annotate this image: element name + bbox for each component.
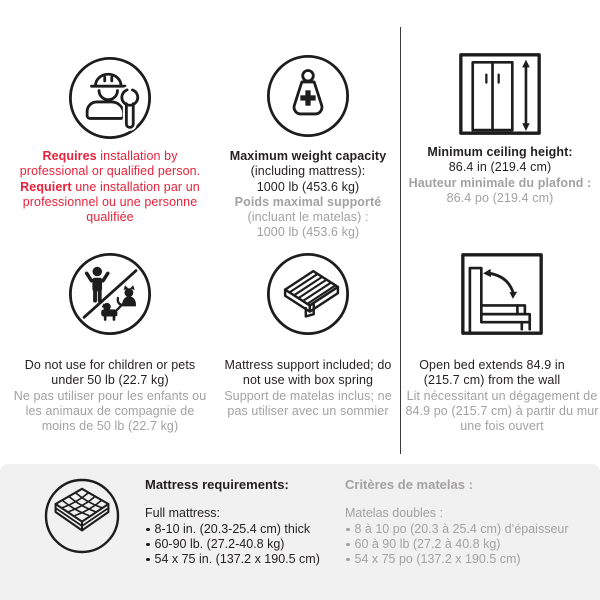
weight-caption-en-line3: 1000 lb (453.6 kg) <box>256 179 360 194</box>
support-caption-fr: Support de matelas inclus; ne pas utiliser avec un sommier <box>224 388 392 418</box>
mattress-support-cell <box>218 250 398 419</box>
mattress-req-fr-item <box>345 537 590 552</box>
no-children-pets-cell <box>5 250 215 434</box>
ceiling-height-cell <box>404 50 596 206</box>
mattress-req-en-item <box>145 522 340 537</box>
vertical-divider <box>400 27 401 454</box>
mattress-req-en-item-text: 54 x 75 in. (137.2 x 190.5 cm) <box>154 552 320 566</box>
weight-capacity-icon <box>264 52 352 145</box>
install-requirement-cell <box>5 54 215 225</box>
mattress-support-icon <box>264 250 352 343</box>
open-bed-extension-icon <box>458 250 546 343</box>
install-caption-fr: une installation par un professionnel ou une personne qualifiée <box>22 179 200 225</box>
support-caption <box>219 358 397 419</box>
weight-capacity-cell <box>218 52 398 241</box>
no-children-pets-icon <box>66 250 154 343</box>
mattress-req-en-item-text: 8-10 in. (20.3-25.4 cm) thick <box>154 522 311 536</box>
ceiling-caption <box>409 145 592 206</box>
mattress-req-en-item <box>145 537 340 552</box>
mattress-req-fr-item <box>345 552 590 567</box>
open-bed-cell <box>404 250 600 434</box>
weight-caption-fr-title: Poids maximal supporté <box>234 194 382 209</box>
children-caption <box>8 358 213 434</box>
weight-caption-en-line2: (including mattress): <box>250 164 366 179</box>
install-caption-fr-lead: Requiert <box>20 179 72 194</box>
openbed-caption-en: Open bed extends 84.9 in (215.7 cm) from the wall <box>419 358 565 388</box>
ceiling-height-icon <box>456 50 544 143</box>
openbed-caption-fr: Lit nécessitant un dégagement de 84.9 po (215.7 cm) à partir du mur une fois ouvert <box>405 388 599 434</box>
weight-caption-fr-line2: (incluant le matelas) : <box>247 210 369 225</box>
mattress-req-en <box>145 477 340 567</box>
install-caption-en-lead: Requires <box>42 149 97 163</box>
weight-caption-fr-line3: 1000 lb (453.6 kg) <box>256 225 360 240</box>
mattress-req-fr <box>345 477 590 567</box>
mattress-req-en-item-text: 60-90 lb. (27.2-40.8 kg) <box>154 537 285 551</box>
installer-hardhat-wrench-icon <box>66 54 154 147</box>
mattress-req-fr-item-text: 54 x 75 po (137.2 x 190.5 cm) <box>354 552 521 566</box>
mattress-req-fr-subheading: Matelas doubles : <box>345 506 443 520</box>
mattress-req-fr-item <box>345 522 590 537</box>
mattress-icon <box>42 476 122 561</box>
ceiling-caption-en-title: Minimum ceiling height: <box>427 145 573 159</box>
weight-caption-en-title: Maximum weight capacity <box>229 149 387 163</box>
children-caption-fr: Ne pas utiliser pour les enfants ou les animaux de compagnie de moins de 50 lb (22.7 kg) <box>13 388 207 434</box>
ceiling-caption-en-line2: 86.4 in (219.4 cm) <box>448 160 552 175</box>
mattress-req-en-heading: Mattress requirements: <box>145 477 289 492</box>
ceiling-caption-fr-line2: 86.4 po (219.4 cm) <box>446 190 554 205</box>
mattress-req-en-item <box>145 552 340 567</box>
ceiling-caption-fr-title: Hauteur minimale du plafond : <box>408 175 592 190</box>
mattress-req-fr-item-text: 8 à 10 po (20.3 à 25.4 cm) d’épaisseur <box>354 522 569 536</box>
support-caption-en: Mattress support included; do not use with box spring <box>224 358 392 388</box>
install-caption <box>8 149 213 225</box>
mattress-req-fr-heading: Critères de matelas : <box>345 477 473 492</box>
mattress-requirements-panel <box>0 464 600 600</box>
weight-caption <box>230 149 387 241</box>
children-caption-en: Do not use for children or pets under 50 lb (22.7 kg) <box>24 358 196 388</box>
mattress-req-en-subheading: Full mattress: <box>145 506 221 520</box>
install-caption-en: installation by professional or qualified person. <box>19 149 201 179</box>
mattress-req-fr-item-text: 60 à 90 lb (27.2 à 40.8 kg) <box>354 537 501 551</box>
openbed-caption <box>402 358 600 434</box>
